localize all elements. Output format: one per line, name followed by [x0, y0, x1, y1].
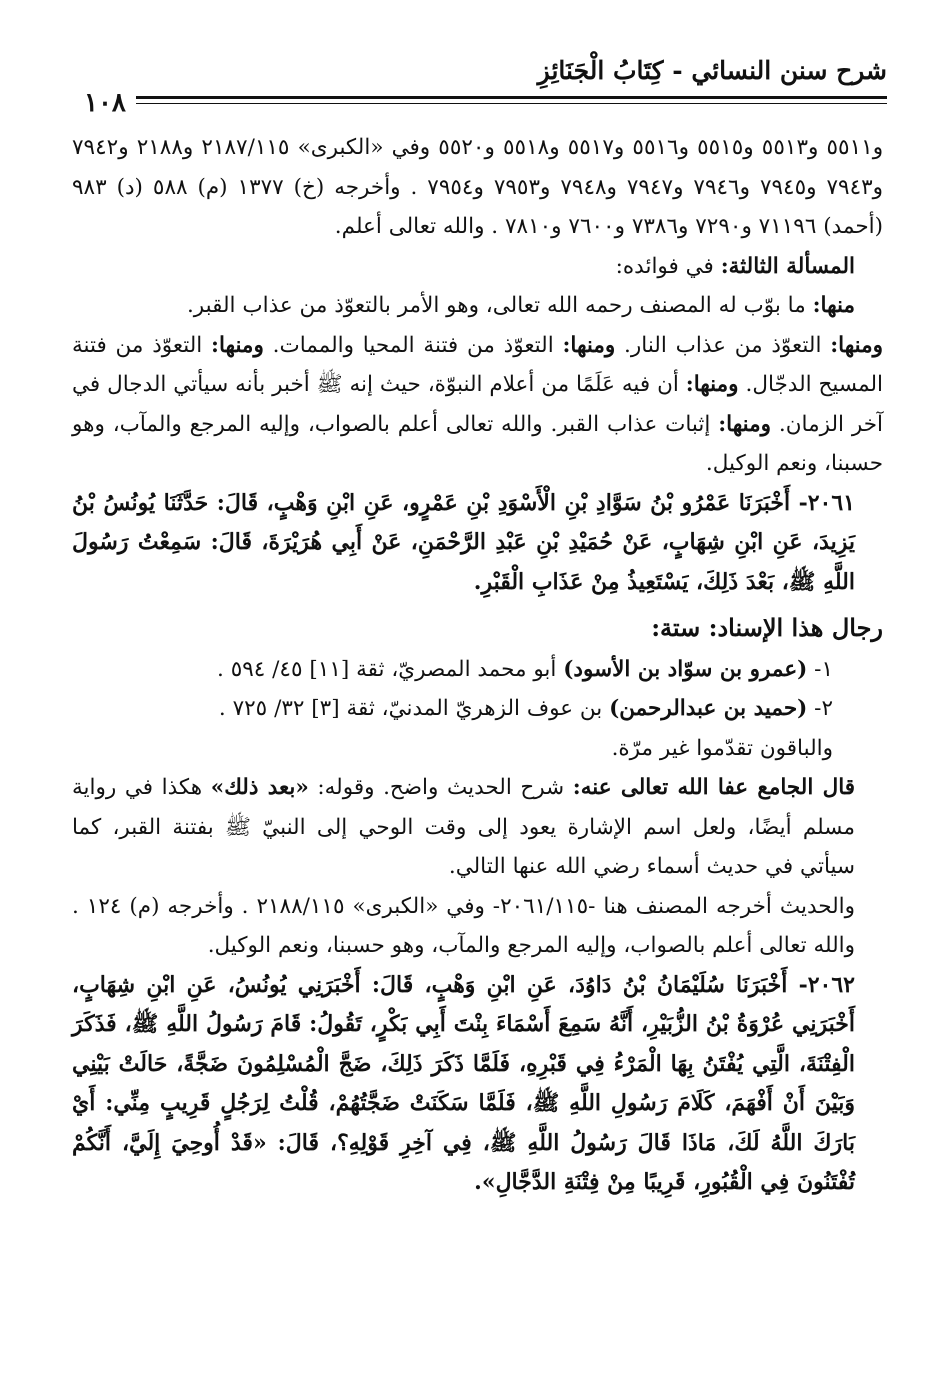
page-body: [72, 128, 883, 1203]
fawaid-label: ومنها:: [718, 411, 772, 437]
rijal-number: ٢-: [807, 696, 833, 721]
fawaid-text: ما بوّب له المصنف رحمه الله تعالى، وهو الأمر بالتعوّذ من عذاب القبر.: [186, 293, 813, 318]
masala-label: المسألة الثالثة:: [720, 253, 855, 279]
fawaid-text: التعوّذ من عذاب النار.: [615, 332, 831, 358]
running-title: شرح سنن النسائي - كِتَابُ الْجَنَائِزِ: [537, 56, 887, 85]
narrator-info: بن عوف الزهريّ المدنيّ، ثقة [٣] ٣٢/ ٧٢٥ .: [218, 696, 610, 721]
jami-label: قال الجامع عفا الله تعالى عنه:: [572, 775, 856, 800]
page-number: ١٠٨: [80, 88, 136, 118]
fawaid-label: ومنها:: [211, 332, 264, 358]
hadith-2061: ٢٠٦١- أَخْبَرَنَا عَمْرُو بْنُ سَوَّادِ بْنِ الْأَسْوَدِ بْنِ عَمْرٍو، عَنِ ابْنِ وَهْبٍ، قَالَ: حَدَّثَنَا يُونُسُ بْنُ يَزِيدَ، عَنِ ابْنِ شِهَابٍ، عَنْ حُمَيْدِ بْنِ عَبْدِ الرَّحْمَنِ، عَنْ أَبِي هُرَيْرَةَ، قَالَ: سَمِعْتُ رَسُولَ اللَّهِ ﷺ، بَعْدَ ذَلِكَ، يَسْتَعِيذُ مِنْ عَذَابِ الْقَبْرِ.: [72, 489, 855, 595]
narrator-name: (عمرو بن سوّاد بن الأسود): [563, 656, 808, 682]
narrator-name: (حميد بن عبدالرحمن): [609, 696, 808, 721]
header-rule: [80, 96, 887, 104]
hadith-2062: ٢٠٦٢- أَخْبَرَنَا سُلَيْمَانُ بْنُ دَاوُدَ، عَنِ ابْنِ وَهْبٍ، قَالَ: أَخْبَرَنِي يُونُسُ، عَنِ ابْنِ شِهَابٍ، أَخْبَرَنِي عُرْوَةُ بْنُ الزُّبَيْرِ، أَنَّهُ سَمِعَ أَسْمَاءَ بِنْتَ أَبِي بَكْرٍ، تَقُولُ: قَامَ رَسُولُ اللَّهِ ﷺ، فَذَكَرَ الْفِتْنَةَ، الَّتِي يُفْتَنُ بِهَا الْمَرْءُ فِي قَبْرِهِ، فَلَمَّا ذَكَرَ ذَلِكَ، ضَجَّ الْمُسْلِمُونَ ضَجَّةً، حَالَتْ بَيْنِي وَبَيْنَ أَنْ أَفْهَمَ، كَلَامَ رَسُولِ اللَّهِ ﷺ، فَلَمَّا سَكَنَتْ ضَجَّتُهُمْ، قُلْتُ لِرَجُلٍ قَرِيبٍ مِنِّي: أَيْ بَارَكَ اللَّهُ لَكَ، مَاذَا قَالَ رَسُولُ اللَّهِ ﷺ، فِي آخِرِ قَوْلِهِ؟، قَالَ: «قَدْ أُوحِيَ إِلَيَّ، أَنَّكُمْ تُفْتَنُونَ فِي الْقُبُورِ، قَرِيبًا مِنْ فِتْنَةِ الدَّجَّالِ».: [72, 971, 855, 1195]
takhrij-paragraph-2: والحديث أخرجه المصنف هنا -٢٠٦١/١١٥- وفي «الكبرى» ٢١٨٨/١١٥ . وأخرجه (م) ١٢٤ . والله تعالى أعلم بالصواب، وإليه المرجع والمآب، وهو حسبنا، ونعم الوكيل.: [72, 893, 856, 958]
fawaid-label: ومنها:: [685, 372, 739, 397]
fawaid-label: منها:: [812, 293, 855, 318]
rijal-item-2: [72, 689, 883, 729]
jami-text: هكذا في رواية مسلم أيضًا، ولعل اسم الإشارة يعود إلى وقت الوحي إلى النبيّ ﷺ بفتنة القبر، كما سيأتي في حديث أسماء رضي الله عنها التالي.: [72, 775, 855, 879]
rijal-heading: رجال هذا الإسناد: ستة:: [651, 613, 883, 642]
fawaid-text: أن فيه عَلَمًا من أعلام النبوّة، حيث إنه ﷺ أخبر بأنه سيأتي الدجال في آخر الزمان.: [72, 372, 883, 437]
fawaid-2: [72, 326, 883, 484]
fawaid-label: ومنها:: [562, 332, 616, 358]
narrator-info: أبو محمد المصريّ، ثقة [١١] ٤٥/ ٥٩٤ .: [217, 656, 564, 682]
rijal-remaining: والباقون تقدّموا غير مرّة.: [611, 735, 833, 761]
fawaid-text: التعوّذ من فتنة المسيح الدجّال.: [72, 332, 884, 397]
quoted-phrase: «بعد ذلك»: [210, 775, 309, 800]
masala-text: في فوائده:: [615, 253, 721, 279]
masala-heading: [72, 247, 883, 287]
rijal-number: ١-: [807, 656, 833, 682]
page-header: [80, 52, 887, 118]
fawaid-1: [72, 286, 883, 326]
fawaid-label: ومنها:: [830, 332, 883, 358]
rijal-item-1: [72, 650, 883, 690]
fawaid-text: التعوّذ من فتنة المحيا والممات.: [263, 332, 563, 358]
jami-commentary: [72, 768, 883, 887]
jami-text: شرح الحديث واضح. وقوله:: [308, 775, 573, 800]
takhrij-paragraph-1: و٥٥١١ و٥٥١٣ و٥٥١٥ و٥٥١٦ و٥٥١٧ و٥٥١٨ و٥٥٢٠ وفي «الكبرى» ٢١٨٧/١١٥ و٢١٨٨ و٧٩٤٢ و٧٩٤٣ و٧٩٤٥ و٧٩٤٦ و٧٩٤٧ و٧٩٤٨ و٧٩٥٣ و٧٩٥٤ . وأخرجه (خ) ١٣٧٧ (م) ٥٨٨ (د) ٩٨٣ (أحمد) ٧١١٩٦ و٧٢٩٠ و٧٣٨٦ و٧٦٠٠ و٧٨١٠ . والله تعالى أعلم.: [72, 135, 884, 239]
fawaid-text: إثبات عذاب القبر. والله تعالى أعلم بالصواب، وإليه المرجع والمآب، وهو حسبنا، ونعم الوكيل.: [72, 411, 883, 476]
